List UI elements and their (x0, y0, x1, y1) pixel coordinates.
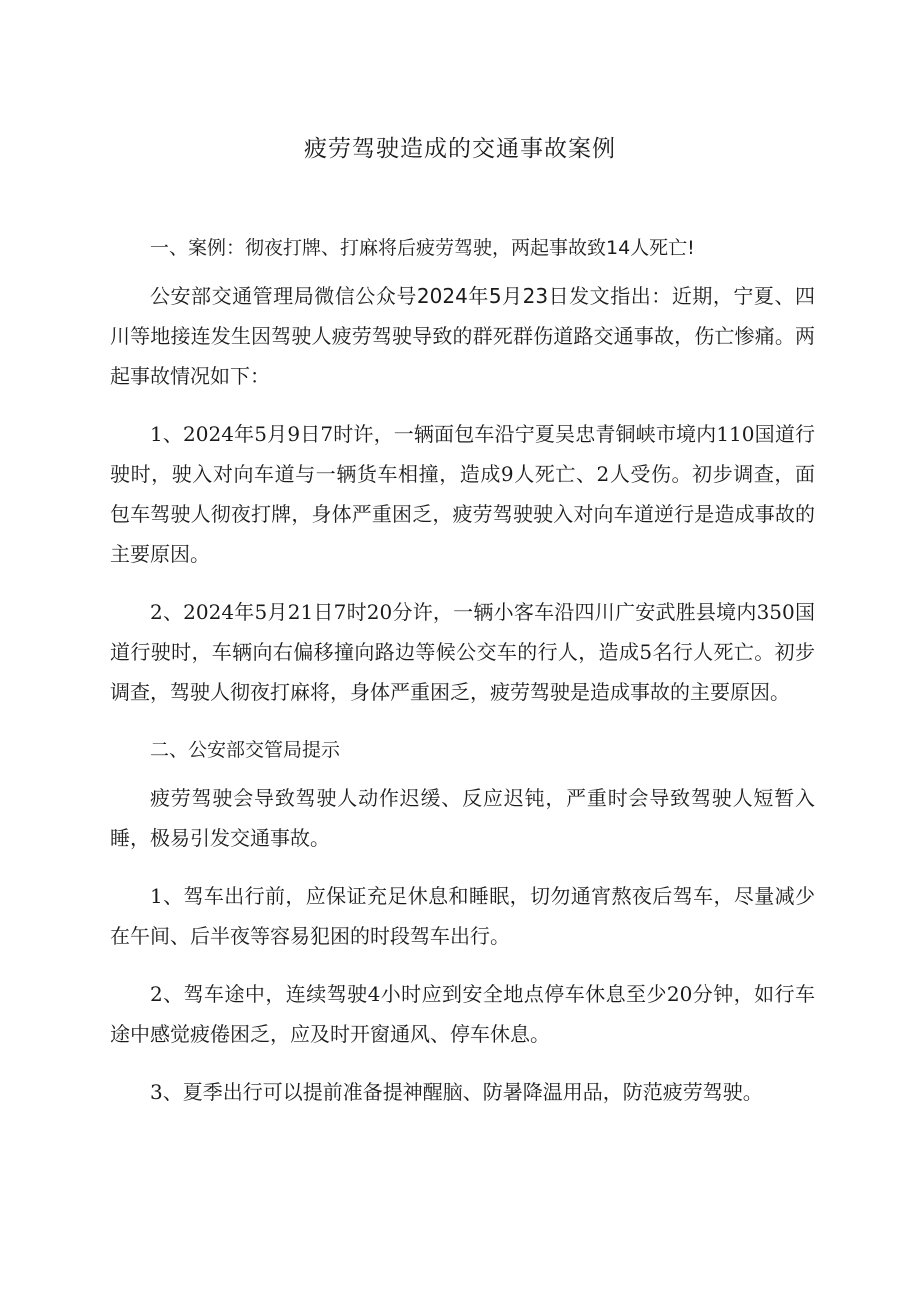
section2-heading: 二、公安部交管局提示 (150, 739, 341, 761)
document-body (110, 228, 815, 1112)
tip-2-paragraph: 2、驾车途中，连续驾驶4小时应到安全地点停车休息至少20分钟，如行车途中感觉疲倦困乏，应及时开窗通风、停车休息。 (110, 982, 815, 1046)
intro-lead: 公安部交通管理局微信公众号2024年5月23日发文指出： (150, 284, 672, 308)
document-title: 疲劳驾驶造成的交通事故案例 (304, 136, 616, 162)
section1-heading: 一、案例：彻夜打牌、打麻将后疲劳驾驶，两起事故致14人死亡! (150, 237, 695, 259)
case-1-paragraph: 1、2024年5月9日7时许，一辆面包车沿宁夏吴忠青铜峡市境内110国道行驶时，驶入对向车道与一辆货车相撞，造成9人死亡、2人受伤。初步调查，面包车驾驶人彻夜打牌，身体严重困乏，疲劳驾驶驶入对向车道逆行是造成事故的主要原因。 (110, 422, 815, 566)
case-2-paragraph: 2、2024年5月21日7时20分许，一辆小客车沿四川广安武胜县境内350国道行驶时，车辆向右偏移撞向路边等候公交车的行人，造成5名行人死亡。初步调查，驾驶人彻夜打麻将，身体严重困乏，疲劳驾驶是造成事故的主要原因。 (110, 600, 815, 704)
section2-intro: 疲劳驾驶会导致驾驶人动作迟缓、反应迟钝，严重时会导致驾驶人短暂入睡，极易引发交通事故。 (110, 786, 815, 850)
tip-3-paragraph: 3、夏季出行可以提前准备提神醒脑、防暑降温用品，防范疲劳驾驶。 (150, 1080, 763, 1104)
tip-1-paragraph: 1、驾车出行前，应保证充足休息和睡眠，切勿通宵熬夜后驾车，尽量减少在午间、后半夜等容易犯困的时段驾车出行。 (110, 884, 815, 948)
section1-intro (110, 276, 815, 396)
intro-body: 近期，宁夏、四川等地接连发生因驾驶人疲劳驾驶导致的群死群伤道路交通事故，伤亡惨痛。两起事故情况如下： (110, 284, 815, 388)
